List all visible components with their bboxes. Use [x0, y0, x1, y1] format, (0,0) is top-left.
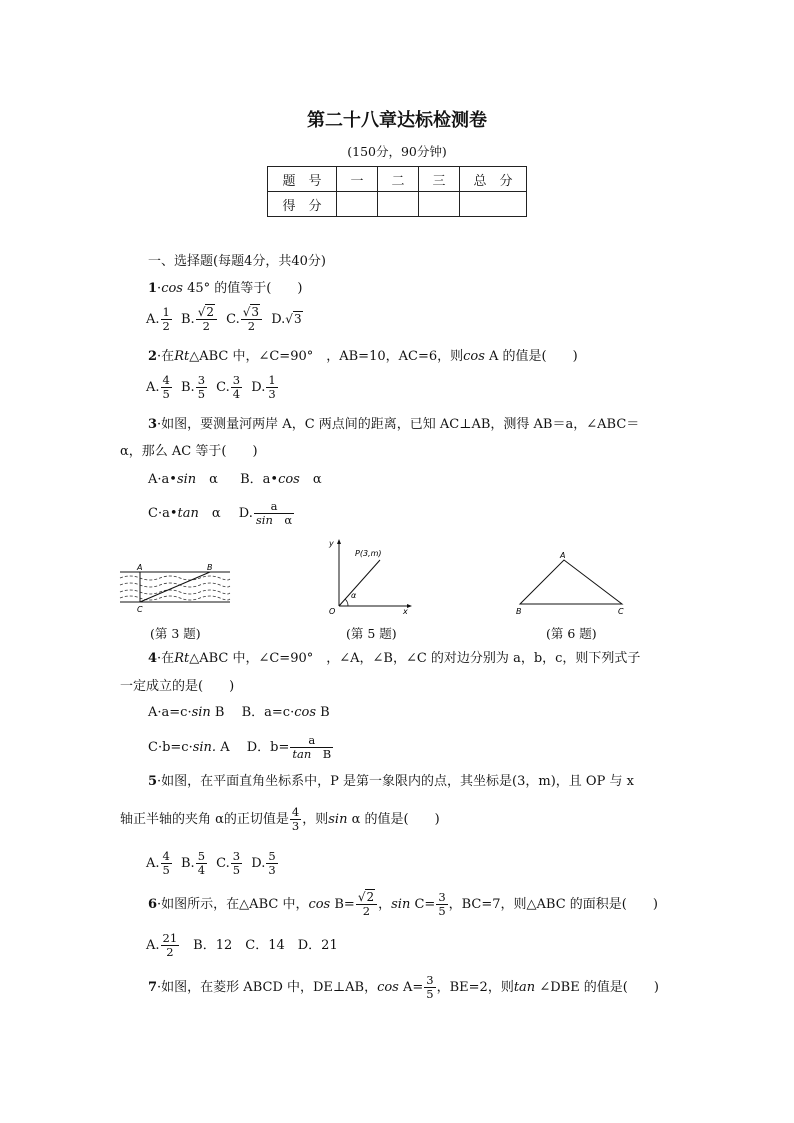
score-cell-label: 题 号: [268, 167, 337, 192]
section-heading: 一、选择题(每题4分，共40分): [148, 254, 326, 269]
fig3-label-c: C: [137, 605, 143, 614]
score-cell-section2: 二: [378, 167, 419, 192]
exam-info: (150分，90分钟): [347, 144, 447, 159]
q1-option-b[interactable]: B. $\frac{√2}{2}$: [181, 312, 218, 327]
score-table-header-row: [268, 167, 527, 192]
q1-text: 45° 的值等于( ): [182, 281, 303, 296]
q5-option-c[interactable]: C. $\frac{3}{5}$: [216, 849, 241, 877]
fig5-label-y: y: [329, 539, 334, 548]
question-3-line2: α，那么 AC 等于( ): [120, 444, 258, 459]
question-5-line2: 轴正半轴的夹角 α的正切值是 $\frac{4}{3}$ ，则sin α 的值是( ): [120, 805, 440, 833]
question-7: 7·如图，在菱形 ABCD 中，DE⊥AB，cos A= $\frac{3}{5}$ ，BE=2，则tan ∠DBE 的值是( ): [148, 973, 659, 1001]
figure-6-caption: (第 6 题): [546, 626, 597, 641]
score-input-total[interactable]: [460, 192, 527, 217]
question-3: 3·如图，要测量河两岸 A，C 两点间的距离，已知 AC⊥AB，测得 AB＝a，∠ABC＝: [148, 417, 640, 432]
score-table-score-row: [268, 192, 527, 217]
figure-5-caption: (第 5 题): [346, 626, 397, 641]
q5-option-a[interactable]: A. $\frac{4}{5}$: [146, 849, 170, 877]
fig5-label-alpha: α: [351, 591, 357, 600]
q3-options-cd: [148, 500, 295, 527]
q4-option-b[interactable]: B．a=c·cos B: [228, 705, 330, 720]
figure-3-river-diagram: [118, 562, 232, 614]
score-table: [267, 166, 527, 217]
fig3-label-a: A: [137, 563, 143, 572]
question-number: 1: [148, 281, 158, 296]
score-cell-section1: 一: [337, 167, 378, 192]
q5-options: [146, 850, 279, 877]
q4-option-d[interactable]: D．b= $\frac{a}{\text{tan B}}$: [233, 733, 332, 761]
fig6-label-a: A: [560, 551, 566, 560]
q5-option-d[interactable]: D. $\frac{5}{3}$: [251, 849, 276, 877]
q6-options: [146, 932, 338, 959]
question-4-line2: 一定成立的是( ): [120, 679, 235, 694]
q4-options-cd: [148, 734, 334, 761]
q1-sep: ·: [157, 281, 162, 296]
fig5-label-x: x: [403, 607, 408, 616]
q1-fn: cos: [161, 281, 183, 296]
q3-option-d[interactable]: D. $\frac{a}{\text{sin α}}$: [238, 499, 293, 527]
figure-6-triangle-diagram: [512, 548, 632, 618]
fig6-label-c: C: [618, 607, 624, 616]
q3-option-a[interactable]: A·a•sin α: [148, 472, 218, 487]
figure-5-coordinate-diagram: [325, 536, 417, 616]
question-number: 7: [148, 980, 158, 995]
q1-option-a[interactable]: A. $\frac{1}{2}$: [146, 305, 170, 333]
q1-option-c[interactable]: C. $\frac{√3}{2}$: [226, 312, 263, 327]
q2-option-c[interactable]: C. $\frac{3}{4}$: [216, 373, 241, 401]
fig3-label-b: B: [207, 563, 213, 572]
question-number: 4: [148, 651, 158, 666]
fig5-label-p: P(3,m): [355, 549, 382, 558]
q3-option-b[interactable]: B．a•cos α: [240, 472, 322, 487]
question-number: 3: [148, 417, 158, 432]
page-title: 第二十八章达标检测卷: [307, 110, 487, 131]
score-input-section3[interactable]: [419, 192, 460, 217]
fig6-label-b: B: [516, 607, 522, 616]
q2-option-a[interactable]: A. $\frac{4}{5}$: [146, 373, 170, 401]
question-2: 2·在Rt△ABC 中，∠C=90° ，AB=10，AC=6，则cos A 的值是( ): [148, 349, 578, 364]
q1-option-d[interactable]: D.√3: [271, 312, 302, 327]
q3-options-ab: [148, 471, 322, 489]
question-4: 4·在Rt△ABC 中，∠C=90° ，∠A，∠B，∠C 的对边分别为 a，b，c，则下列式子: [148, 651, 641, 666]
q5-option-b[interactable]: B. $\frac{5}{4}$: [181, 849, 206, 877]
question-5: 5·如图，在平面直角坐标系中，P 是第一象限内的点，其坐标是(3，m)，且 OP 与 x: [148, 774, 634, 789]
question-number: 2: [148, 349, 158, 364]
question-1: [148, 280, 302, 298]
question-number: 5: [148, 774, 158, 789]
question-6: 6·如图所示，在△ABC 中，cos B= $\frac{√2}{2}$ ，sin C= $\frac{3}{5}$ ，BC=7，则△ABC 的面积是( ): [148, 890, 658, 918]
score-cell-section3: 三: [419, 167, 460, 192]
figure-3-caption: (第 3 题): [150, 626, 201, 641]
q2-option-d[interactable]: D. $\frac{1}{3}$: [251, 373, 276, 401]
q4-option-a[interactable]: A·a=c·sin B: [148, 705, 225, 720]
q3-option-c[interactable]: C·a•tan α: [148, 506, 221, 521]
score-cell-total: 总 分: [460, 167, 527, 192]
fig5-label-o: O: [329, 607, 336, 616]
q1-options: [146, 306, 303, 333]
score-row-label: 得 分: [268, 192, 337, 217]
score-input-section2[interactable]: [378, 192, 419, 217]
score-input-section1[interactable]: [337, 192, 378, 217]
q2-options: [146, 374, 279, 401]
q2-option-b[interactable]: B. $\frac{3}{5}$: [181, 373, 206, 401]
question-number: 6: [148, 897, 158, 912]
q4-option-c[interactable]: C·b=c·sin. A: [148, 740, 230, 755]
q6-option-a[interactable]: A. $\frac{21}{2}$: [146, 931, 178, 959]
q6-options-bcd[interactable]: B．12 C．14 D．21: [180, 938, 338, 953]
q4-options-ab: [148, 704, 330, 722]
